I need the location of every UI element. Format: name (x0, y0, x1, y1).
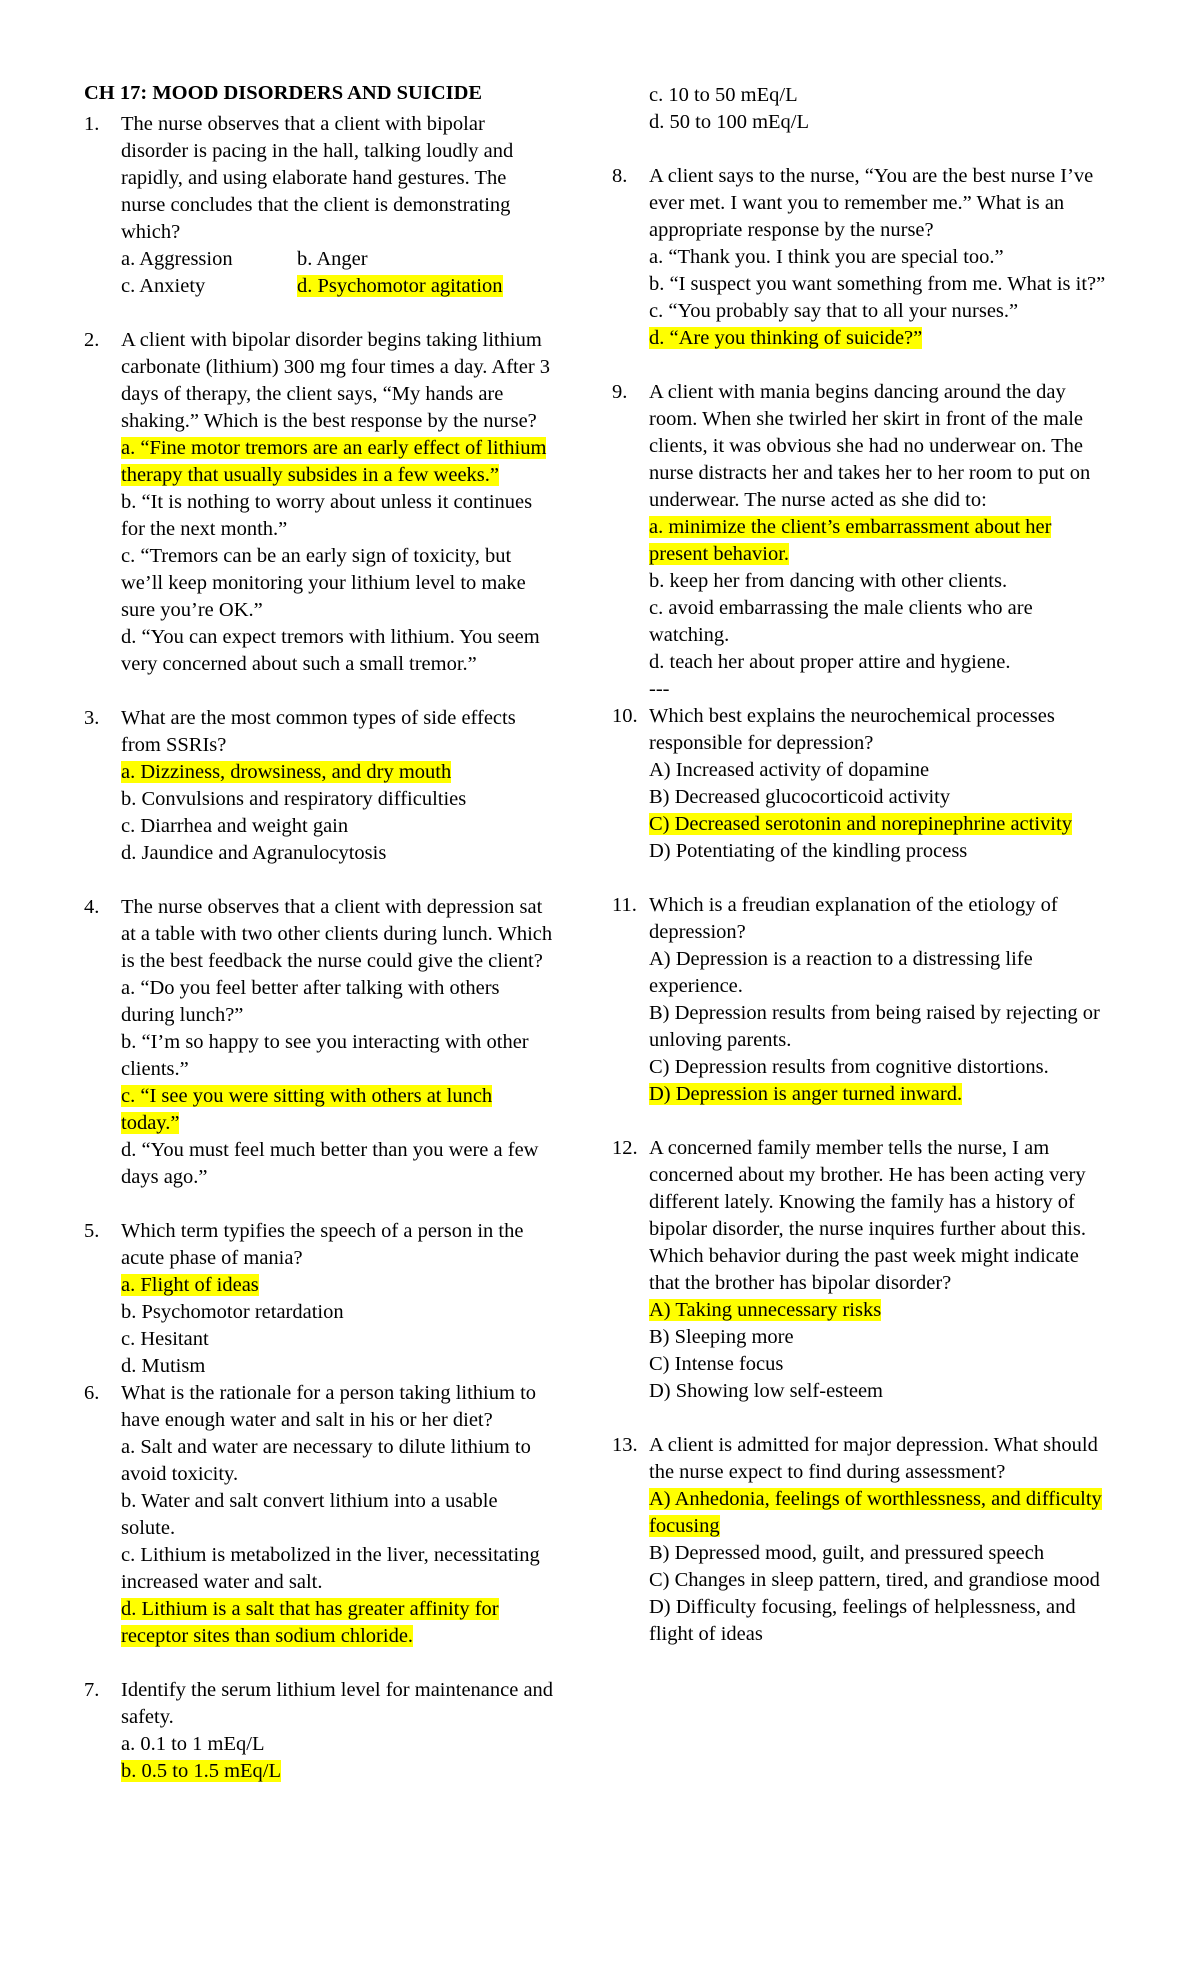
question-12 (612, 1135, 1112, 1405)
answer-option: d. 50 to 100 mEq/L (649, 111, 810, 133)
answer-option: c. Diarrhea and weight gain (121, 815, 349, 837)
question-stem: Identify the serum lithium level for maintenance and safety. (121, 1679, 554, 1728)
answer-option: C) Intense focus (649, 1353, 784, 1375)
question-3 (84, 705, 554, 867)
question-stem: A client with bipolar disorder begins taking lithium carbonate (lithium) 300 mg four times a day. After 3 days of therapy, the client says, “My hands are shaking.” Which is the best response by the nurse? (121, 329, 551, 432)
question-9 (612, 379, 1112, 703)
answer-option: a. Aggression (121, 248, 233, 270)
separator-line: --- (649, 678, 670, 700)
correct-answer-option: a. minimize the client’s embarrassment about her present behavior. (649, 516, 1052, 565)
question-number: 3. (84, 707, 100, 729)
answer-options (121, 246, 554, 300)
answer-option: a. Salt and water are necessary to dilute lithium to avoid toxicity. (121, 1436, 531, 1485)
answer-option: d. “You can expect tremors with lithium. You seem very concerned about such a small tremor.” (121, 626, 540, 675)
answer-option: B) Sleeping more (649, 1326, 794, 1348)
question-number: 10. (612, 705, 638, 727)
answer-option: b. Psychomotor retardation (121, 1301, 344, 1323)
answer-option: B) Depressed mood, guilt, and pressured speech (649, 1542, 1045, 1564)
question-number: 5. (84, 1220, 100, 1242)
question-stem: The nurse observes that a client with depression sat at a table with two other clients during lunch. Which is the best feedback the nurse could give the client? (121, 896, 553, 972)
question-8 (612, 163, 1112, 352)
answer-option: C) Depression results from cognitive distortions. (649, 1056, 1049, 1078)
question-2 (84, 327, 554, 678)
answer-option: c. 10 to 50 mEq/L (649, 84, 798, 106)
answer-option: c. “Tremors can be an early sign of toxicity, but we’ll keep monitoring your lithium level to make sure you’re OK.” (121, 545, 526, 621)
question-number: 7. (84, 1679, 100, 1701)
correct-answer-option: A) Anhedonia, feelings of worthlessness, and difficulty focusing (649, 1488, 1102, 1537)
answer-option: B) Decreased glucocorticoid activity (649, 786, 951, 808)
correct-answer-option: A) Taking unnecessary risks (649, 1299, 882, 1321)
question-stem: Which term typifies the speech of a person in the acute phase of mania? (121, 1220, 524, 1269)
answer-option: b. “I suspect you want something from me. What is it?” (649, 273, 1106, 295)
answer-option: d. Mutism (121, 1355, 206, 1377)
question-5 (84, 1218, 554, 1380)
answer-option: a. “Thank you. I think you are special too.” (649, 246, 1004, 268)
answer-option: c. avoid embarrassing the male clients who are watching. (649, 597, 1033, 646)
answer-option: c. Anxiety (121, 275, 206, 297)
question-stem: Which best explains the neurochemical processes responsible for depression? (649, 705, 1055, 754)
question-11 (612, 892, 1112, 1108)
answer-option: b. Anger (297, 248, 368, 270)
correct-answer-option: d. “Are you thinking of suicide?” (649, 327, 923, 349)
question-7-continued (612, 82, 1112, 136)
correct-answer-option: C) Decreased serotonin and norepinephrine activity (649, 813, 1072, 835)
question-number: 8. (612, 165, 628, 187)
question-number: 11. (612, 894, 637, 916)
question-number: 4. (84, 896, 100, 918)
question-1 (84, 111, 554, 300)
correct-answer-option: c. “I see you were sitting with others at lunch today.” (121, 1085, 493, 1134)
question-number: 12. (612, 1137, 638, 1159)
question-number: 1. (84, 113, 100, 135)
question-number: 2. (84, 329, 100, 351)
answer-option: d. “You must feel much better than you were a few days ago.” (121, 1139, 539, 1188)
answer-option: A) Depression is a reaction to a distressing life experience. (649, 948, 1033, 997)
answer-option: c. “You probably say that to all your nurses.” (649, 300, 1019, 322)
right-column (612, 82, 1112, 1675)
question-13 (612, 1432, 1112, 1648)
answer-option: c. Hesitant (121, 1328, 209, 1350)
question-stem: A client says to the nurse, “You are the best nurse I’ve ever met. I want you to remember me.” What is an appropriate response by the nurse? (649, 165, 1094, 241)
correct-answer-option: b. 0.5 to 1.5 mEq/L (121, 1760, 282, 1782)
question-stem: What is the rationale for a person taking lithium to have enough water and salt in his or her diet? (121, 1382, 537, 1431)
answer-option: b. “I’m so happy to see you interacting with other clients.” (121, 1031, 529, 1080)
question-stem: A concerned family member tells the nurse, I am concerned about my brother. He has been acting very different lately. Knowing the family has a history of bipolar disorder, the nurse inquires further about this. Which behavior during the past week might indicate that the brother has bipolar disorder? (649, 1137, 1086, 1294)
correct-answer-option: a. “Fine motor tremors are an early effect of lithium therapy that usually subsides in a few weeks.” (121, 437, 547, 486)
question-stem: A client with mania begins dancing around the day room. When she twirled her skirt in front of the male clients, it was obvious she had no underwear on. The nurse distracts her and takes her to her room to put on underwear. The nurse acted as she did to: (649, 381, 1091, 511)
question-number: 13. (612, 1434, 638, 1456)
correct-answer-option: d. Lithium is a salt that has greater affinity for receptor sites than sodium chloride. (121, 1598, 499, 1647)
answer-option: d. teach her about proper attire and hygiene. (649, 651, 1011, 673)
chapter-title: CH 17: MOOD DISORDERS AND SUICIDE (84, 82, 483, 104)
correct-answer-option: d. Psychomotor agitation (297, 275, 503, 297)
answer-option: b. Water and salt convert lithium into a usable solute. (121, 1490, 498, 1539)
question-stem: What are the most common types of side effects from SSRIs? (121, 707, 516, 756)
question-stem: A client is admitted for major depression. What should the nurse expect to find during assessment? (649, 1434, 1098, 1483)
question-number: 6. (84, 1382, 100, 1404)
question-stem: Which is a freudian explanation of the etiology of depression? (649, 894, 1058, 943)
answer-option: c. Lithium is metabolized in the liver, necessitating increased water and salt. (121, 1544, 540, 1593)
question-10 (612, 703, 1112, 865)
correct-answer-option: a. Dizziness, drowsiness, and dry mouth (121, 761, 452, 783)
question-4 (84, 894, 554, 1191)
answer-option: D) Potentiating of the kindling process (649, 840, 968, 862)
answer-option: C) Changes in sleep pattern, tired, and grandiose mood (649, 1569, 1100, 1591)
answer-option: A) Increased activity of dopamine (649, 759, 930, 781)
question-stem: The nurse observes that a client with bipolar disorder is pacing in the hall, talking loudly and rapidly, and using elaborate hand gestures. The nurse concludes that the client is demonstrating which? (121, 113, 514, 243)
left-column (84, 80, 554, 1785)
correct-answer-option: a. Flight of ideas (121, 1274, 259, 1296)
answer-option: D) Difficulty focusing, feelings of helplessness, and flight of ideas (649, 1596, 1076, 1645)
answer-option: a. 0.1 to 1 mEq/L (121, 1733, 265, 1755)
answer-option: b. “It is nothing to worry about unless it continues for the next month.” (121, 491, 533, 540)
answer-option: b. Convulsions and respiratory difficulties (121, 788, 467, 810)
correct-answer-option: D) Depression is anger turned inward. (649, 1083, 963, 1105)
answer-option: d. Jaundice and Agranulocytosis (121, 842, 387, 864)
answer-option: a. “Do you feel better after talking with others during lunch?” (121, 977, 500, 1026)
question-6 (84, 1380, 554, 1650)
answer-option: D) Showing low self-esteem (649, 1380, 883, 1402)
answer-option: B) Depression results from being raised by rejecting or unloving parents. (649, 1002, 1100, 1051)
answer-option: b. keep her from dancing with other clients. (649, 570, 1008, 592)
question-number: 9. (612, 381, 628, 403)
question-7 (84, 1677, 554, 1785)
